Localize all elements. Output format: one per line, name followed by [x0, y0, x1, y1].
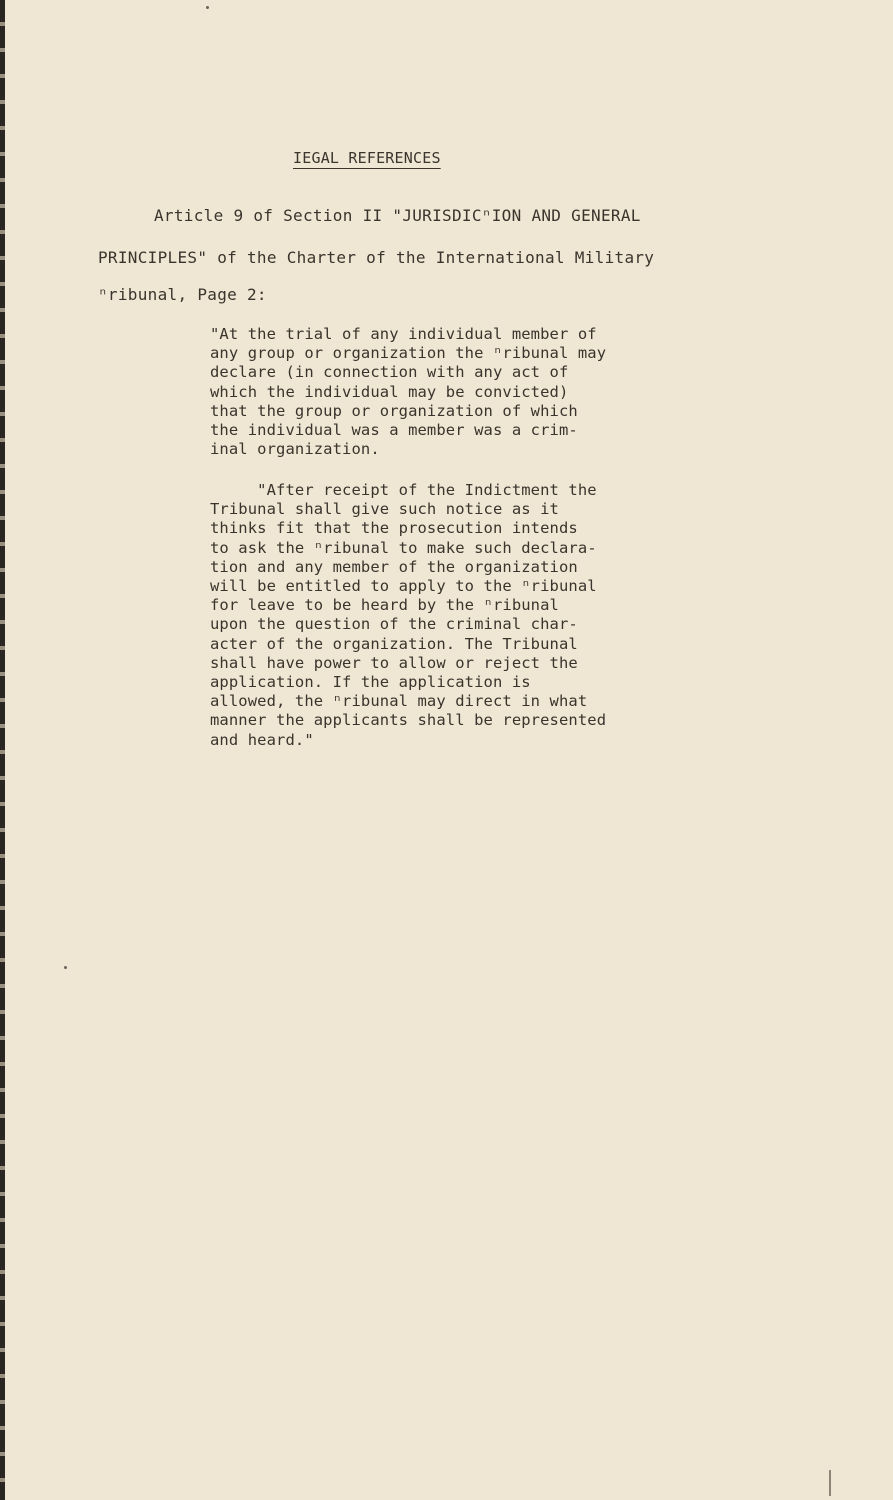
reference-line-1: Article 9 of Section II "JURISDICⁿION AND GENERAL: [154, 206, 641, 225]
reference-line-3: ⁿribunal, Page 2:: [98, 285, 267, 304]
paper-speck: [206, 6, 209, 9]
paper-speck: [64, 966, 67, 969]
page-title: IEGAL REFERENCES: [293, 149, 441, 167]
binding-edge: [0, 0, 5, 1500]
paper-crease-mark: [829, 1470, 831, 1496]
reference-line-2: PRINCIPLES" of the Charter of the International Military: [98, 248, 655, 267]
quoted-paragraph-1: "At the trial of any individual member of any group or organization the ⁿribunal may declare (in connection with any act of which the individual may be convicted) that the group or organization of which the individual was a member was a crim- inal organization.: [210, 325, 607, 459]
quoted-paragraph-2: "After receipt of the Indictment the Tribunal shall give such notice as it thinks fit that the prosecution intends to ask the ⁿribunal to make such declara- tion and any member of the organization will be entitled to apply to the ⁿribunal for leave to be heard by the ⁿribunal upon the question of the criminal char- acter of the organization. The Tribunal shall have power to allow or reject the application. If the application is allowed, the ⁿribunal may direct in what manner the applicants shall be represented and heard.": [210, 481, 607, 749]
